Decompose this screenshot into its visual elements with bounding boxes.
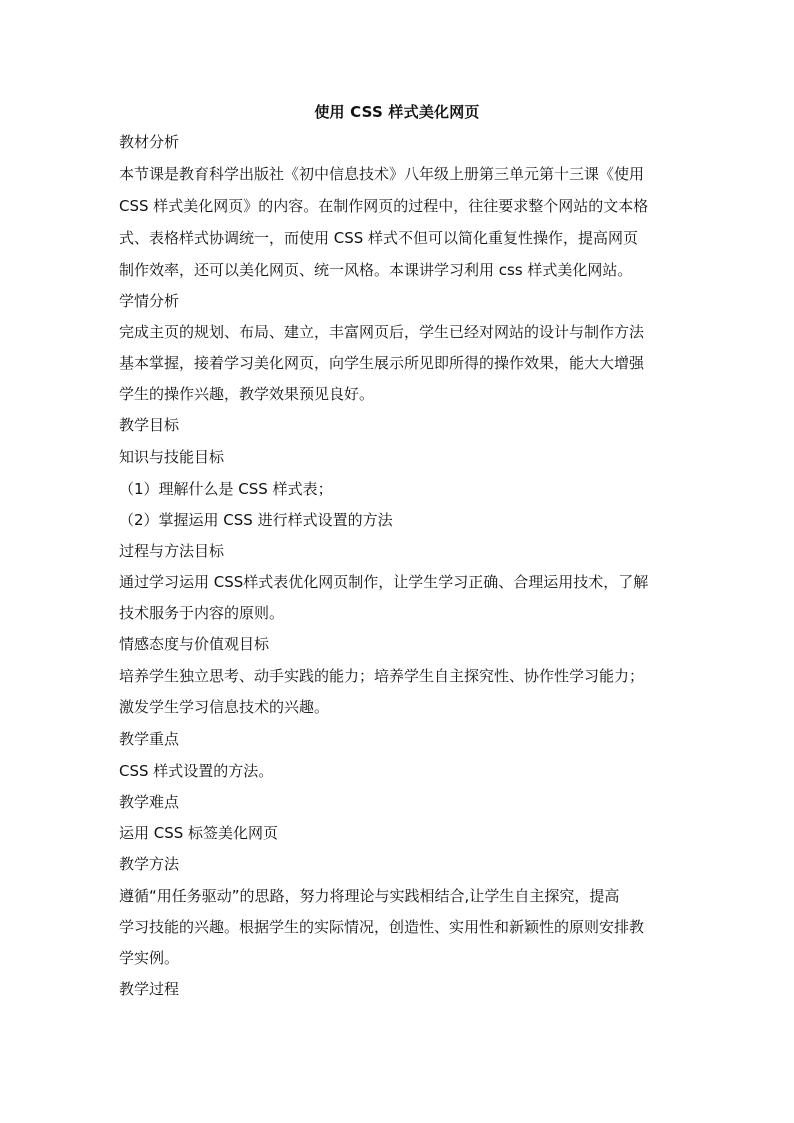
paragraph-line: 制作效率，还可以美化网页、统一风格。本课讲学习利用 css 样式美化网站。 <box>119 261 633 279</box>
paragraph-line: 本节课是教育科学出版社《初中信息技术》八年级上册第三单元第十三课《使用 <box>119 165 645 183</box>
paragraph-line: CSS 样式设置的方法。 <box>119 762 274 780</box>
section-heading: 教学过程 <box>119 980 180 998</box>
paragraph-line: 学习技能的兴趣。根据学生的实际情况，创造性、实用性和新颖性的原则安排教 <box>119 918 645 936</box>
paragraph-line: 培养学生独立思考、动手实践的能力；培养学生自主探究性、协作性学习能力； <box>119 667 645 685</box>
paragraph-line: 遵循“用任务驱动”的思路，努力将理论与实践相结合,让学生自主探究，提高 <box>119 887 620 905</box>
document-title: 使用 CSS 样式美化网页 <box>314 103 480 121</box>
section-heading: 教学重点 <box>119 730 180 748</box>
subsection-heading: 知识与技能目标 <box>119 448 225 466</box>
paragraph-line: 基本掌握，接着学习美化网页，向学生展示所见即所得的操作效果，能大大增强 <box>119 354 645 372</box>
paragraph-line: CSS 样式美化网页》的内容。在制作网页的过程中，往往要求整个网站的文本格 <box>119 197 649 215</box>
section-heading: 学情分析 <box>119 292 180 310</box>
paragraph-line: 完成主页的规划、布局、建立，丰富网页后，学生已经对网站的设计与制作方法 <box>119 323 645 341</box>
paragraph-line: 学生的操作兴趣，教学效果预见良好。 <box>119 385 375 403</box>
list-item: （1）理解什么是 CSS 样式表； <box>119 480 333 498</box>
paragraph-line: 式、表格样式协调统一，而使用 CSS 样式不但可以简化重复性操作，提高网页 <box>119 229 639 247</box>
list-item: （2）掌握运用 CSS 进行样式设置的方法 <box>119 511 393 529</box>
subsection-heading: 情感态度与价值观目标 <box>119 635 270 653</box>
paragraph-line: 激发学生学习信息技术的兴趣。 <box>119 698 330 716</box>
section-heading: 教学难点 <box>119 793 180 811</box>
section-heading: 教材分析 <box>119 133 180 151</box>
subsection-heading: 过程与方法目标 <box>119 542 225 560</box>
paragraph-line: 技术服务于内容的原则。 <box>119 604 285 622</box>
section-heading: 教学方法 <box>119 855 180 873</box>
paragraph-line: 学实例。 <box>119 949 180 967</box>
section-heading: 教学目标 <box>119 416 180 434</box>
paragraph-line: 运用 CSS 标签美化网页 <box>119 824 279 842</box>
paragraph-line: 通过学习运用 CSS样式表优化网页制作，让学生学习正确、合理运用技术，了解 <box>119 573 649 591</box>
